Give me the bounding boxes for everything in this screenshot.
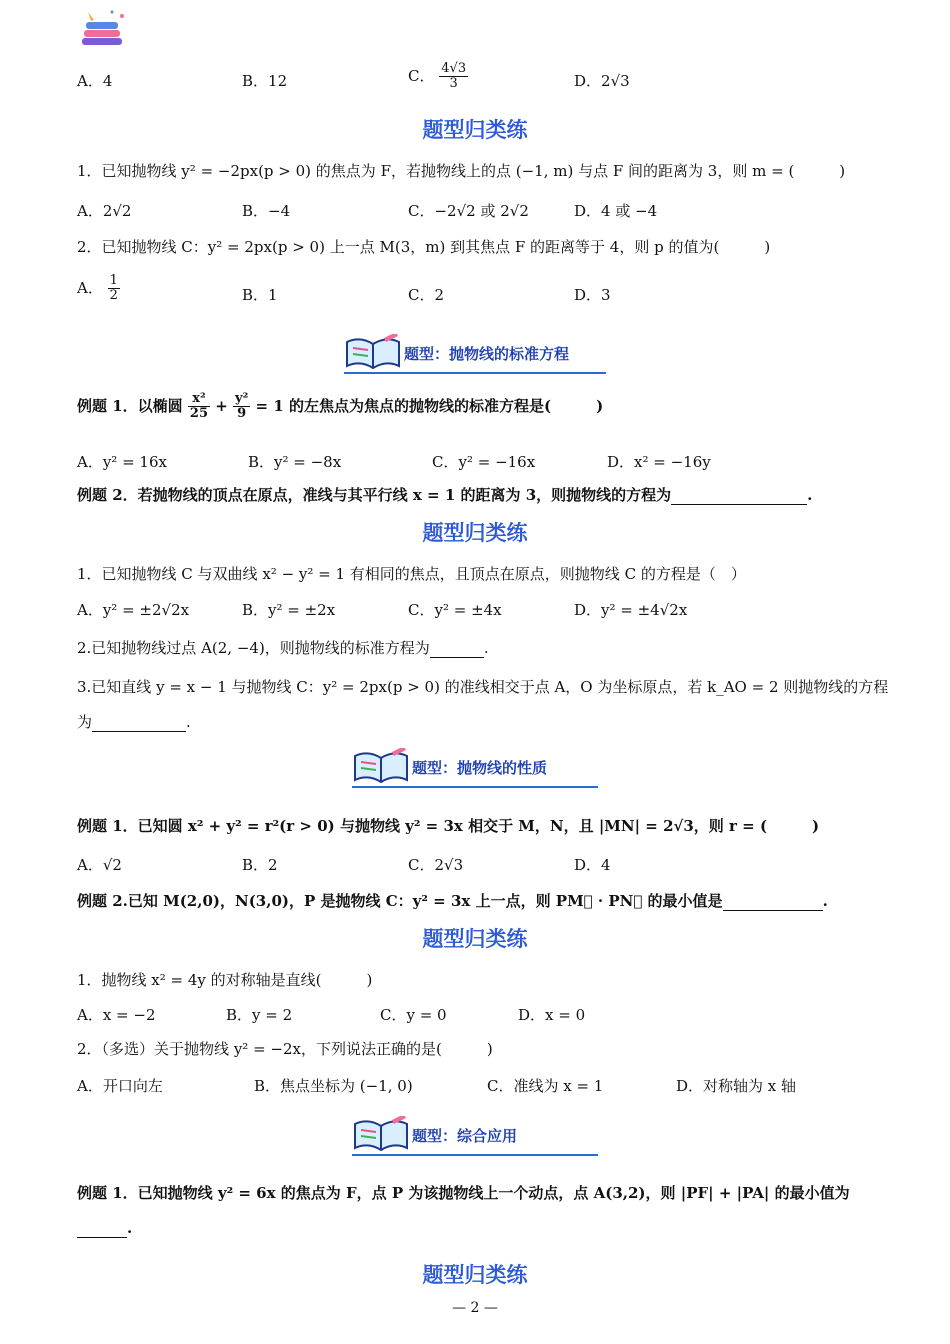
example-5-line1: 例题 1．已知抛物线 y² = 6x 的焦点为 F，点 P 为该抛物线上一个动点，点 A(3,2)，则 |PF| + |PA| 的最小值为 <box>77 1184 850 1202</box>
banner-underline <box>352 1154 598 1156</box>
fraction-denominator: 9 <box>237 406 247 422</box>
top-option-a: A．4 <box>77 72 113 90</box>
example-5-line2 <box>77 1219 132 1238</box>
s2-question-1: 1．已知抛物线 C 与双曲线 x² − y² = 1 有相同的焦点，且顶点在原点，则抛物线 C 的方程是（ ） <box>77 565 746 583</box>
banner-title: 题型：综合应用 <box>412 1127 518 1145</box>
open-book-icon <box>352 1116 410 1152</box>
ex1-option-d: D．x² = −16y <box>607 453 711 471</box>
banner-standard-equation <box>344 334 606 374</box>
banner-comprehensive <box>352 1116 598 1156</box>
s2-q1-option-b: B．y² = ±2x <box>242 601 336 619</box>
answer-blank[interactable] <box>723 892 823 911</box>
section-title-2: 题型归类练 <box>422 521 528 545</box>
logo <box>78 8 130 50</box>
open-book-icon <box>352 748 410 784</box>
ex1-option-b: B．y² = −8x <box>248 453 342 471</box>
fraction-denominator: 3 <box>449 76 458 92</box>
s1-q2-option-a-label: A． <box>77 278 103 297</box>
example-4 <box>77 890 828 911</box>
s1-q1-option-c: C．−2√2 或 2√2 <box>408 202 529 220</box>
fraction-denominator: 25 <box>189 406 208 422</box>
example-4-text: 例题 2.已知 M(2,0)，N(3,0)，P 是抛物线 C：y² = 3x 上一点，则 PM⃗ · PN⃗ 的最小值是 <box>77 892 723 910</box>
fraction-numerator: x² <box>188 392 210 407</box>
period: . <box>822 892 828 910</box>
page-number: — 2 — <box>452 1300 498 1316</box>
period: . <box>807 486 813 504</box>
s1-question-2: 2．已知抛物线 C：y² = 2px(p > 0) 上一点 M(3，m) 到其焦点 F 的距离等于 4，则 p 的值为( ) <box>77 238 771 256</box>
s2-question-3-line1: 3.已知直线 y = x − 1 与抛物线 C：y² = 2px(p > 0) 的准线相交于点 A，O 为坐标原点，若 k_AO = 2 则抛物线的方程 <box>77 678 889 696</box>
top-option-d: D．2√3 <box>574 72 630 90</box>
example-1-prefix: 例题 1．以椭圆 <box>77 396 183 415</box>
banner-properties <box>352 748 598 788</box>
top-option-b: B．12 <box>242 72 288 90</box>
banner-title: 题型：抛物线的性质 <box>412 759 548 777</box>
example-2 <box>77 484 812 505</box>
s3-q2-option-a: A．开口向左 <box>77 1077 163 1095</box>
s3-q1-option-b: B．y = 2 <box>226 1006 293 1024</box>
ex3-option-d: D．4 <box>574 856 611 874</box>
fraction-numerator: y² <box>235 391 249 406</box>
s3-question-2: 2．（多选）关于抛物线 y² = −2x，下列说法正确的是( ) <box>77 1040 493 1058</box>
example-1-suffix: = 1 的左焦点为焦点的抛物线的标准方程是( ) <box>255 396 604 415</box>
s3-q1-option-a: A．x = −2 <box>77 1006 156 1024</box>
example-2-text: 例题 2．若抛物线的顶点在原点，准线与其平行线 x = 1 的距离为 3，则抛物线的方程为 <box>77 486 672 504</box>
section-title-1: 题型归类练 <box>422 118 528 142</box>
period: . <box>127 1219 133 1237</box>
s2-question-3-line2 <box>77 711 191 732</box>
s1-q2-option-a <box>77 274 120 304</box>
section-title-3: 题型归类练 <box>422 927 528 951</box>
s3-q1-option-c: C．y = 0 <box>380 1006 447 1024</box>
ellipse-term-x <box>188 392 210 422</box>
stacked-books-logo-icon <box>78 8 130 50</box>
ex1-option-c: C．y² = −16x <box>432 453 536 471</box>
ex3-option-b: B．2 <box>242 856 278 874</box>
s2-question-2 <box>77 637 489 658</box>
fraction-numerator: 1 <box>109 273 118 288</box>
section-title-4: 题型归类练 <box>422 1263 528 1287</box>
answer-blank[interactable] <box>92 713 186 732</box>
s3-q1-option-d: D．x = 0 <box>518 1006 586 1024</box>
example-3: 例题 1．已知圆 x² + y² = r²(r > 0) 与抛物线 y² = 3x 相交于 M，N，且 |MN| = 2√3，则 r = ( ) <box>77 817 820 835</box>
s1-q1-option-b: B．−4 <box>242 202 291 220</box>
banner-underline <box>344 372 606 374</box>
s2-q2-text: 2.已知抛物线过点 A(2, −4)，则抛物线的标准方程为 <box>77 639 430 657</box>
answer-blank[interactable] <box>671 486 807 505</box>
fraction-numerator: 4√3 <box>441 61 467 76</box>
period: . <box>483 639 489 657</box>
s1-question-1: 1．已知抛物线 y² = −2px(p > 0) 的焦点为 F，若抛物线上的点 (−1, m) 与点 F 间的距离为 3，则 m = ( ) <box>77 162 846 180</box>
period: . <box>186 713 191 731</box>
s1-q2-option-d: D．3 <box>574 286 611 304</box>
s2-q1-option-c: C．y² = ±4x <box>408 601 502 619</box>
ex3-option-c: C．2√3 <box>408 856 464 874</box>
s1-q2-option-c: C．2 <box>408 286 445 304</box>
ex1-option-a: A．y² = 16x <box>77 453 167 471</box>
s3-question-1: 1．抛物线 x² = 4y 的对称轴是直线( ) <box>77 971 373 989</box>
example-1 <box>77 392 603 422</box>
s3-q2-option-c: C．准线为 x = 1 <box>487 1077 604 1095</box>
open-book-icon <box>344 334 402 370</box>
s2-q3-text: 为 <box>77 713 93 731</box>
s1-q2-option-a-fraction <box>108 274 120 304</box>
top-option-c <box>408 62 468 92</box>
s3-q2-option-d: D．对称轴为 x 轴 <box>676 1077 797 1095</box>
s2-q1-option-a: A．y² = ±2√2x <box>77 601 190 619</box>
banner-title: 题型：抛物线的标准方程 <box>404 345 570 363</box>
top-option-c-fraction <box>439 62 468 92</box>
answer-blank[interactable] <box>77 1219 127 1238</box>
plus-sign: + <box>215 396 228 415</box>
ex3-option-a: A．√2 <box>77 856 122 874</box>
s2-q1-option-d: D．y² = ±4√2x <box>574 601 688 619</box>
s1-q1-option-a: A．2√2 <box>77 202 132 220</box>
answer-blank[interactable] <box>430 639 484 658</box>
top-option-c-label: C． <box>408 66 435 85</box>
fraction-denominator: 2 <box>109 288 118 304</box>
ellipse-term-y <box>233 392 250 422</box>
s3-q2-option-b: B．焦点坐标为 (−1, 0) <box>254 1077 413 1095</box>
banner-underline <box>352 786 598 788</box>
s1-q2-option-b: B．1 <box>242 286 278 304</box>
s1-q1-option-d: D．4 或 −4 <box>574 202 658 220</box>
